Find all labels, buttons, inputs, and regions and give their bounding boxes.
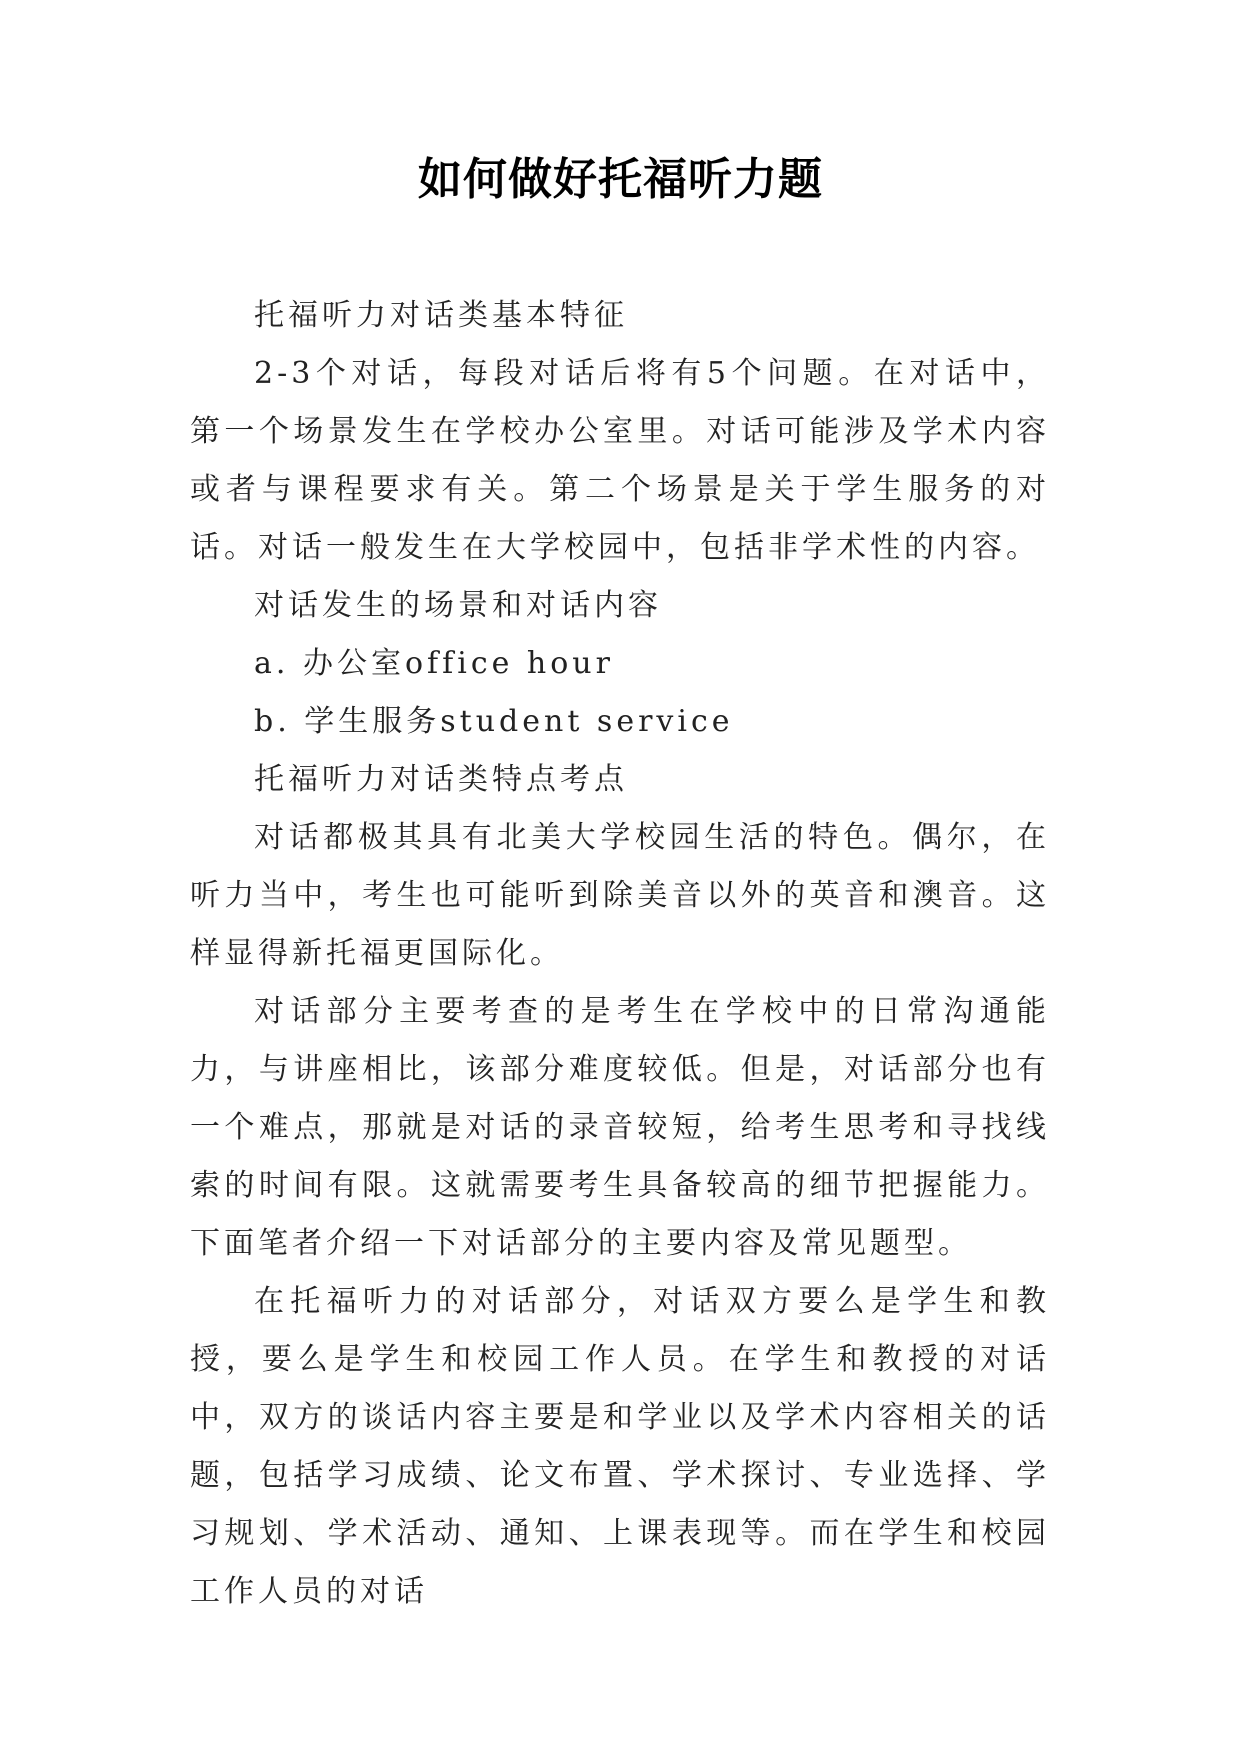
paragraph-campus-life: 对话都极其具有北美大学校园生活的特色。偶尔，在听力当中，考生也可能听到除美音以外的英音和澳音。这样显得新托福更国际化。 (190, 820, 1050, 971)
section-heading-basic-features: 托福听力对话类基本特征 (254, 298, 628, 333)
section-heading-features-points: 托福听力对话类特点考点 (254, 762, 628, 797)
list-item-office-hour: a. 办公室office hour (254, 646, 614, 681)
document-title: 如何做好托福听力题 (418, 154, 823, 205)
paragraph-dialogue-participants: 在托福听力的对话部分，对话双方要么是学生和教授，要么是学生和校园工作人员。在学生和教授的对话中，双方的谈话内容主要是和学业以及学术内容相关的话题，包括学习成绩、论文布置、学术探讨、专业选择、学习规划、学术活动、通知、上课表现等。而在学生和校园工作人员的对话 (190, 1284, 1050, 1609)
paragraph-dialogue-overview: 2-3个对话，每段对话后将有5个问题。在对话中，第一个场景发生在学校办公室里。对话可能涉及学术内容或者与课程要求有关。第二个场景是关于学生服务的对话。对话一般发生在大学校园中，包括非学术性的内容。 (190, 356, 1050, 565)
paragraph-communication-ability: 对话部分主要考查的是考生在学校中的日常沟通能力，与讲座相比，该部分难度较低。但是，对话部分也有一个难点，那就是对话的录音较短，给考生思考和寻找线索的时间有限。这就需要考生具备较高的细节把握能力。下面笔者介绍一下对话部分的主要内容及常见题型。 (190, 994, 1050, 1261)
section-heading-scenes: 对话发生的场景和对话内容 (254, 588, 662, 623)
document-body (190, 287, 1050, 1621)
list-item-student-service: b. 学生服务student service (254, 704, 734, 739)
